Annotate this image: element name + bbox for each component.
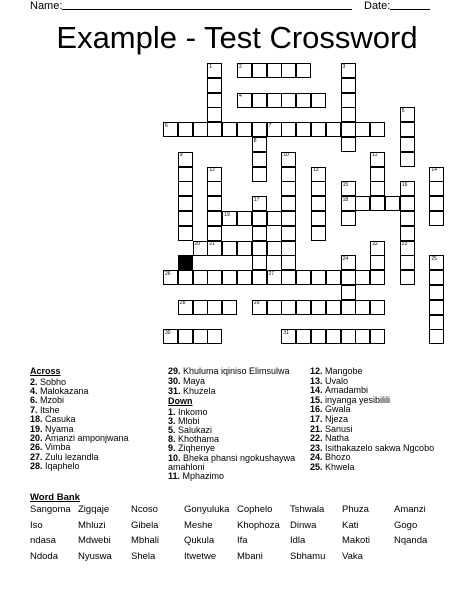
grid-cell[interactable] <box>400 196 415 211</box>
grid-cell[interactable] <box>222 300 237 315</box>
clue-number: 1 <box>209 63 213 70</box>
word-bank-item: Nyuswa <box>78 550 112 562</box>
clue-item-text: Malokazana <box>40 385 89 396</box>
clue-item-text: Bheka phansi ngokushaywa <box>183 452 296 463</box>
grid-cell[interactable] <box>341 300 356 315</box>
clue-item <box>168 366 290 376</box>
grid-cell[interactable] <box>370 122 385 137</box>
grid-cell[interactable] <box>281 270 296 285</box>
grid-cell[interactable] <box>178 226 193 241</box>
grid-cell[interactable] <box>178 122 193 137</box>
grid-cell[interactable] <box>311 329 326 344</box>
grid-cell[interactable] <box>296 122 311 137</box>
grid-cell[interactable] <box>429 329 444 344</box>
clue-item-text: Maya <box>183 375 206 386</box>
clue-item-number: 1. <box>168 406 179 417</box>
clue-item-number: 2. <box>30 376 41 387</box>
grid-cell[interactable] <box>429 285 444 300</box>
grid-cell[interactable] <box>207 93 222 108</box>
grid-cell[interactable] <box>311 300 326 315</box>
name-label: Name: <box>30 0 63 12</box>
grid-cell[interactable] <box>207 196 222 211</box>
grid-cell[interactable] <box>311 93 326 108</box>
grid-cell[interactable] <box>281 93 296 108</box>
grid-cell[interactable] <box>222 241 237 256</box>
clue-number: 11 <box>372 152 378 159</box>
grid-cell[interactable] <box>281 241 296 256</box>
clue-item <box>310 404 351 414</box>
clue-item <box>310 433 349 443</box>
clue-item-number: 28. <box>30 461 46 472</box>
clue-item-number: 14. <box>310 385 326 396</box>
grid-cell[interactable] <box>207 270 222 285</box>
clue-item-number: 18. <box>30 414 46 425</box>
clue-item-number: 10. <box>168 452 184 463</box>
grid-black-cell <box>178 255 193 270</box>
clue-number: 23 <box>401 241 408 248</box>
grid-cell[interactable] <box>400 137 415 152</box>
grid-cell[interactable] <box>222 122 237 137</box>
grid-cell[interactable] <box>341 137 356 152</box>
clue-item-text: Uvalo <box>325 375 349 386</box>
down-heading: Down <box>168 396 193 406</box>
grid-cell[interactable] <box>296 63 311 78</box>
word-bank-item: Mhluzi <box>78 519 106 531</box>
grid-cell[interactable] <box>355 270 370 285</box>
clue-item <box>310 443 434 453</box>
clue-item-number: 30. <box>168 375 184 386</box>
clue-item-number: 13. <box>310 375 326 386</box>
date-label: Date: <box>364 0 391 12</box>
name-line[interactable] <box>62 9 352 10</box>
grid-cell[interactable] <box>400 122 415 137</box>
grid-cell[interactable] <box>252 63 267 78</box>
word-bank-item: Gibela <box>131 519 159 531</box>
grid-cell[interactable] <box>296 93 311 108</box>
grid-cell[interactable] <box>281 63 296 78</box>
grid-cell[interactable] <box>370 167 385 182</box>
clue-item-text: Amanzi amponjwana <box>45 432 129 443</box>
grid-cell[interactable] <box>355 122 370 137</box>
clue-item-text: Salukazi <box>178 424 213 435</box>
word-bank-item: Gogo <box>394 519 418 531</box>
word-bank-item: Idla <box>290 535 306 546</box>
clue-item-number: 16. <box>310 404 326 415</box>
grid-cell[interactable] <box>267 241 282 256</box>
grid-cell[interactable] <box>296 300 311 315</box>
clue-item-number: 24. <box>310 452 326 463</box>
clue-item <box>30 461 80 471</box>
clue-number: 31 <box>283 329 289 336</box>
clue-item-number: 3. <box>168 415 179 426</box>
clue-item-number: 23. <box>310 442 326 453</box>
clue-item-text: Njeza <box>325 414 349 424</box>
word-bank-item: Ifa <box>237 535 248 546</box>
grid-cell[interactable] <box>281 300 296 315</box>
grid-cell[interactable] <box>429 300 444 315</box>
clue-item <box>310 395 390 405</box>
across-heading: Across <box>30 366 61 376</box>
clue-number: 28 <box>179 300 186 307</box>
word-bank-item: Zigqaje <box>78 504 110 515</box>
clue-item-number: 4. <box>30 385 41 396</box>
word-bank-item: Dinwa <box>290 519 317 531</box>
grid-cell[interactable] <box>267 300 282 315</box>
clue-number: 22 <box>372 241 378 248</box>
clue-item-text: inyanga yesibilili <box>325 394 391 405</box>
grid-cell[interactable] <box>370 270 385 285</box>
clue-item-number: 31. <box>168 385 184 396</box>
word-bank-item: Sbhamu <box>290 550 326 562</box>
grid-cell[interactable] <box>193 122 208 137</box>
clue-item-number: 6. <box>30 395 41 406</box>
grid-cell[interactable] <box>237 122 252 137</box>
word-bank-item: Gonyuluka <box>184 504 230 515</box>
word-bank-item: Kati <box>342 519 359 531</box>
clue-number: 14 <box>431 167 437 174</box>
grid-cell[interactable] <box>193 300 208 315</box>
clue-item-text: Khuluma iqiniso Elimsulwa <box>183 366 290 376</box>
clue-number: 18 <box>342 196 349 203</box>
grid-cell[interactable] <box>207 211 222 226</box>
word-bank-item: Meshe <box>184 519 213 531</box>
clue-item-text: Natha <box>325 433 350 444</box>
clue-item-text: Inkomo <box>178 406 208 417</box>
clue-number: 4 <box>239 93 242 100</box>
grid-cell[interactable] <box>341 78 356 93</box>
grid-cell[interactable] <box>296 329 311 344</box>
clue-number: 7 <box>268 122 272 129</box>
clue-item <box>168 376 205 386</box>
clue-number: 19 <box>224 211 230 218</box>
grid-cell[interactable] <box>252 241 267 256</box>
clue-number: 3 <box>342 63 346 70</box>
clue-item-number: 22. <box>310 433 326 444</box>
grid-cell[interactable] <box>311 270 326 285</box>
grid-cell[interactable] <box>341 270 356 285</box>
grid-cell[interactable] <box>207 122 222 137</box>
grid-cell[interactable] <box>281 226 296 241</box>
grid-cell[interactable] <box>296 270 311 285</box>
grid-cell[interactable] <box>237 241 252 256</box>
clue-item-text: Casuka <box>45 414 76 425</box>
clue-number: 30 <box>165 329 171 336</box>
clue-item-text: Khothama <box>178 434 220 445</box>
grid-cell[interactable] <box>311 181 326 196</box>
clue-item-text: Itshe <box>40 404 60 415</box>
clue-number: 5 <box>401 107 405 114</box>
grid-cell[interactable] <box>370 196 385 211</box>
word-bank-item: Mbani <box>237 550 263 562</box>
grid-cell[interactable] <box>252 167 267 182</box>
grid-cell[interactable] <box>281 122 296 137</box>
grid-cell[interactable] <box>207 300 222 315</box>
clue-item <box>310 452 351 462</box>
clue-item-text: Amadambi <box>325 385 369 396</box>
clue-number: 20 <box>194 241 201 248</box>
clue-number: 8 <box>253 137 257 144</box>
clue-item <box>168 471 224 481</box>
clue-number: 13 <box>313 167 319 174</box>
clue-item-text: Mlobi <box>178 415 200 426</box>
clue-item-text: Iqaphelo <box>45 461 80 472</box>
clue-number: 24 <box>342 255 349 262</box>
grid-cell[interactable] <box>341 285 356 300</box>
clue-number: 6 <box>165 122 168 129</box>
clue-item-text: Isithakazelo sakwa Ngcobo <box>325 442 435 453</box>
grid-cell[interactable] <box>429 196 444 211</box>
grid-cell[interactable] <box>429 211 444 226</box>
grid-cell[interactable] <box>326 270 341 285</box>
grid-cell[interactable] <box>355 300 370 315</box>
clue-item-number: 11. <box>168 470 183 481</box>
clue-item-text: Mphazimo <box>182 470 225 481</box>
grid-cell[interactable] <box>400 211 415 226</box>
clue-item-text: Ziqhenye <box>178 443 216 454</box>
grid-cell[interactable] <box>341 211 356 226</box>
clue-number: 17 <box>253 196 260 203</box>
grid-cell[interactable] <box>252 211 267 226</box>
clue-item-text: Nyama <box>45 423 74 434</box>
clue-number: 2 <box>239 63 242 70</box>
grid-cell[interactable] <box>370 181 385 196</box>
grid-cell[interactable] <box>429 270 444 285</box>
clue-item-number: 7. <box>30 404 41 415</box>
word-bank-item: Itwetwe <box>184 550 217 562</box>
clue-item-number: 21. <box>310 423 326 434</box>
grid-cell[interactable] <box>370 329 385 344</box>
clue-item <box>310 376 348 386</box>
clue-item-number: 20. <box>30 432 46 443</box>
grid-cell[interactable] <box>178 181 193 196</box>
word-bank-item: Mbhali <box>131 535 159 546</box>
clue-number: 16 <box>401 181 408 188</box>
word-bank-item: Sangoma <box>30 504 71 515</box>
grid-cell[interactable] <box>178 196 193 211</box>
clue-item-number: 26. <box>30 442 46 453</box>
grid-cell[interactable] <box>281 255 296 270</box>
clue-item-text: Vimba <box>45 442 71 453</box>
grid-cell[interactable] <box>311 196 326 211</box>
clue-item <box>310 385 368 395</box>
grid-cell[interactable] <box>281 196 296 211</box>
grid-cell[interactable] <box>370 255 385 270</box>
grid-cell[interactable] <box>281 211 296 226</box>
grid-cell[interactable] <box>207 78 222 93</box>
clue-item-text: Khwela <box>325 462 355 472</box>
grid-cell[interactable] <box>207 181 222 196</box>
grid-cell[interactable] <box>193 329 208 344</box>
clue-number: 29 <box>253 300 260 307</box>
grid-cell[interactable] <box>267 211 282 226</box>
clue-item-number: 12. <box>310 366 326 376</box>
word-bank-title: Word Bank <box>30 492 80 503</box>
clue-item <box>310 414 348 424</box>
grid-cell[interactable] <box>429 181 444 196</box>
word-bank-item: Mdwebi <box>78 535 111 546</box>
grid-cell[interactable] <box>252 122 267 137</box>
grid-cell[interactable] <box>370 300 385 315</box>
clue-number: 9 <box>179 152 183 159</box>
clue-item <box>310 462 355 472</box>
clue-item-text: Gwala <box>325 404 351 415</box>
word-bank-item: Ncoso <box>131 504 158 515</box>
grid-cell[interactable] <box>341 107 356 122</box>
grid-cell[interactable] <box>267 63 282 78</box>
word-bank-item: ndasa <box>30 535 56 546</box>
grid-cell[interactable] <box>311 211 326 226</box>
grid-cell[interactable] <box>178 211 193 226</box>
grid-cell[interactable] <box>207 226 222 241</box>
grid-cell[interactable] <box>400 270 415 285</box>
clue-item-number: 27. <box>30 451 46 462</box>
grid-cell[interactable] <box>281 167 296 182</box>
clue-number: 25 <box>431 255 437 262</box>
word-bank-item: Iso <box>30 519 43 531</box>
word-bank-item: Vaka <box>342 550 363 562</box>
grid-cell[interactable] <box>193 270 208 285</box>
clue-item-number: 17. <box>310 414 326 424</box>
word-bank-item: Amanzi <box>394 504 426 515</box>
clue-item <box>168 386 216 396</box>
clue-item-text: Bhozo <box>325 452 351 463</box>
grid-cell[interactable] <box>252 152 267 167</box>
clue-number: 12 <box>209 167 215 174</box>
grid-cell[interactable] <box>341 122 356 137</box>
word-bank-item: Phuza <box>342 504 369 515</box>
clue-number: 21 <box>209 241 215 248</box>
grid-cell[interactable] <box>326 329 341 344</box>
grid-cell[interactable] <box>326 122 341 137</box>
grid-cell[interactable] <box>222 270 237 285</box>
grid-cell[interactable] <box>341 329 356 344</box>
word-bank-item: Cophelo <box>237 504 273 515</box>
clue-number: 15 <box>342 181 349 188</box>
grid-cell[interactable] <box>252 93 267 108</box>
grid-cell[interactable] <box>252 255 267 270</box>
clue-item-number: 9. <box>168 443 179 454</box>
clue-item-text: Khuzela <box>183 385 216 396</box>
word-bank-item: Qukula <box>184 535 215 546</box>
word-bank-item: Nqanda <box>394 535 428 546</box>
grid-cell[interactable] <box>311 226 326 241</box>
date-line[interactable] <box>390 9 430 10</box>
clue-item-number: 15. <box>310 394 326 405</box>
grid-cell[interactable] <box>207 107 222 122</box>
grid-cell[interactable] <box>311 122 326 137</box>
grid-cell[interactable] <box>252 226 267 241</box>
word-bank-item: Tshwala <box>290 504 325 515</box>
grid-cell[interactable] <box>355 196 370 211</box>
grid-cell[interactable] <box>355 329 370 344</box>
grid-cell[interactable] <box>341 93 356 108</box>
grid-cell[interactable] <box>237 270 252 285</box>
clue-item-number: 19. <box>30 423 46 434</box>
clue-item-text: Sobho <box>40 376 67 387</box>
grid-cell[interactable] <box>429 315 444 330</box>
word-bank-item: Shela <box>131 550 156 562</box>
word-bank-item: Ndoda <box>30 550 58 562</box>
clue-item-text: Sanusi <box>325 423 353 434</box>
grid-cell[interactable] <box>178 270 193 285</box>
grid-cell[interactable] <box>207 329 222 344</box>
grid-cell[interactable] <box>385 196 400 211</box>
clue-item-number: 25. <box>310 462 326 472</box>
grid-cell[interactable] <box>400 226 415 241</box>
clue-number: 27 <box>268 270 275 277</box>
grid-cell[interactable] <box>281 181 296 196</box>
word-bank-item: Khophoza <box>237 519 280 531</box>
word-bank-item: Makoti <box>342 535 370 546</box>
clue-item-text: Mzobi <box>40 395 65 406</box>
clue-item-text: amahloni <box>168 461 205 472</box>
clue-item <box>310 366 363 376</box>
grid-cell[interactable] <box>178 167 193 182</box>
page-title: Example - Test Crossword <box>56 20 418 55</box>
clue-item-number: 29. <box>168 366 184 376</box>
clue-item-number: 8. <box>168 434 179 445</box>
clue-item-text: Mangobe <box>325 366 363 376</box>
clue-item <box>310 424 353 434</box>
clue-item-text: Zulu lezandla <box>45 451 99 462</box>
grid-cell[interactable] <box>400 255 415 270</box>
clue-number: 26 <box>165 270 171 277</box>
grid-cell[interactable] <box>252 270 267 285</box>
grid-cell[interactable] <box>267 93 282 108</box>
grid-cell[interactable] <box>326 300 341 315</box>
grid-cell[interactable] <box>178 329 193 344</box>
grid-cell[interactable] <box>237 211 252 226</box>
clue-item-number: 5. <box>168 424 179 435</box>
clue-number: 10 <box>283 152 289 159</box>
grid-cell[interactable] <box>400 152 415 167</box>
